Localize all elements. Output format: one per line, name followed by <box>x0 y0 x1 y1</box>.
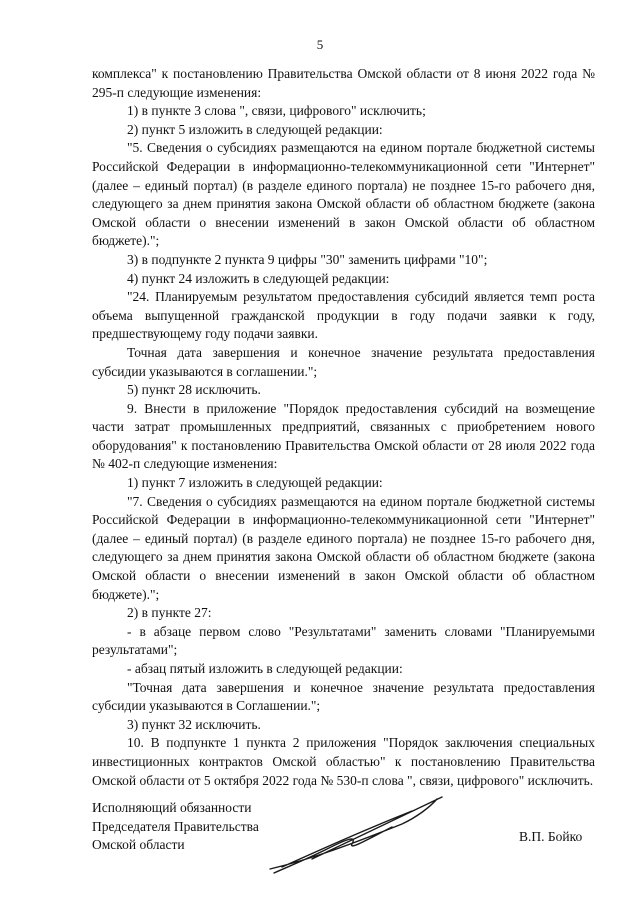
signatory-title-line: Исполняющий обязанности <box>92 800 252 815</box>
signatory-name: В.П. Бойко <box>519 829 583 844</box>
paragraph: 1) пункт 7 изложить в следующей редакции: <box>127 475 383 491</box>
paragraph: комплекса" к постановлению Правительства Омской области от 8 июня 2022 года № 295-п следующие изменения: <box>92 66 595 100</box>
paragraph: 3) в подпункте 2 пункта 9 цифры "30" заменить цифрами "10"; <box>127 251 488 267</box>
paragraph: 4) пункт 24 изложить в следующей редакции: <box>127 270 390 286</box>
paragraph: - абзац пятый изложить в следующей редакции: <box>127 661 403 676</box>
paragraph: 2) пункт 5 изложить в следующей редакции: <box>127 121 383 137</box>
signatory-title-line: Омской области <box>92 837 185 853</box>
paragraph: "5. Сведения о субсидиях размещаются на едином портале бюджетной системы Российской Федерации в информационно-телекоммуникационной сети "Интернет" (далее – единый портал) (в разделе единого портала) не позднее 15-го рабочего дня, следующего за днем принятия закона Омской области об областном бюджете (закона Омской области о внесении изменений в закон Омской области об областном бюджете)."; <box>92 140 595 249</box>
signatory-title-line: Председателя Правительства <box>92 818 259 834</box>
paragraph: "7. Сведения о субсидиях размещаются на едином портале бюджетной системы Российской Федерации в информационно-телекоммуникационной сети "Интернет" (далее – единый портал) (в разделе единого портала) не позднее 15-го рабочего дня, следующего за днем принятия закона Омской области об областном бюджете (закона Омской области о внесении изменений в закон Омской области об областном бюджете)."; <box>92 493 595 602</box>
paragraph: 10. В подпункте 1 пункта 2 приложения "Порядок заключения специальных инвестиционных контрактов Омской областью" к постановлению Правительства Омской области от 5 октября 2022 года № 530-п слова ", связи, цифрового" исключить. <box>92 735 595 788</box>
paragraph: 1) в пункте 3 слова ", связи, цифрового" исключить; <box>127 103 426 119</box>
document-body <box>92 65 595 790</box>
paragraph: 2) в пункте 27: <box>127 605 212 621</box>
page-number: 5 <box>316 37 324 52</box>
paragraph: 9. Внести в приложение "Порядок предоставления субсидий на возмещение части затрат промышленных предприятий, связанных с приобретением нового оборудования" к постановлению Правительства Омской области от 28 июля 2022 года № 402-п следующие изменения: <box>92 400 595 472</box>
paragraph: "Точная дата завершения и конечное значение результата предоставления субсидии указываются в Соглашении."; <box>92 679 595 714</box>
paragraph: Точная дата завершения и конечное значение результата предоставления субсидии указываются в соглашении."; <box>92 344 595 379</box>
paragraph: - в абзаце первом слово "Результатами" заменить словами "Планируемыми результатами"; <box>92 623 595 658</box>
handwritten-signature <box>252 789 452 884</box>
paragraph: 3) пункт 32 исключить. <box>127 716 261 732</box>
signature-block <box>92 799 612 855</box>
paragraph: "24. Планируемым результатом предоставления субсидий является темп роста объема выпущенной гражданской продукции в году подачи заявки к году, предшествующему году подачи заявки. <box>92 289 595 342</box>
paragraph: 5) пункт 28 исключить. <box>127 382 261 398</box>
